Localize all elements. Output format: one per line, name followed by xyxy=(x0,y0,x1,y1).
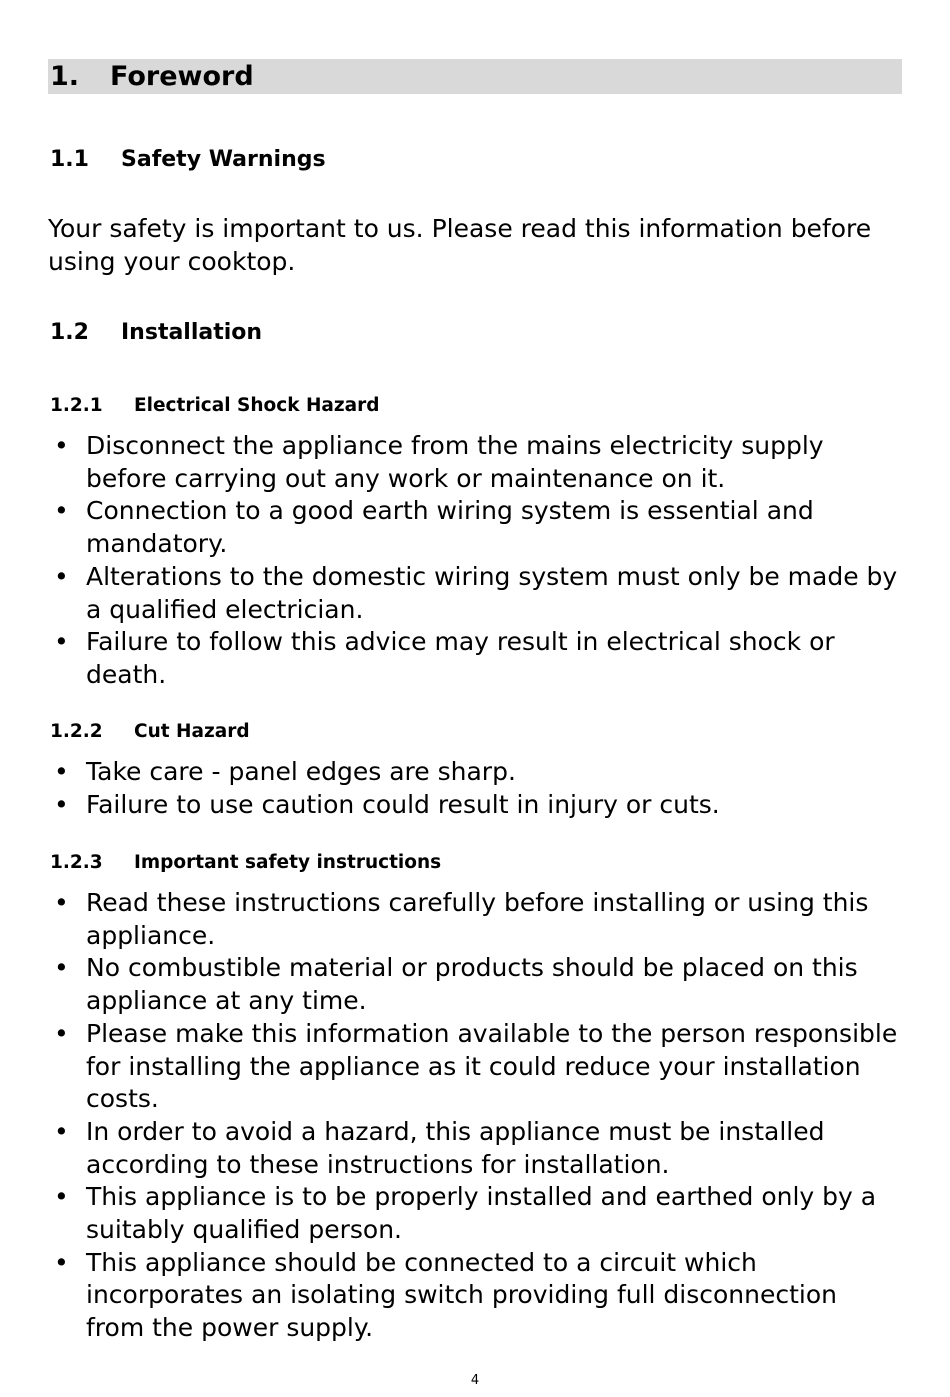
list-item xyxy=(48,887,902,952)
safety-instructions-list xyxy=(48,887,902,1345)
electrical-shock-list xyxy=(48,430,902,692)
bullet-icon: • xyxy=(54,431,69,460)
bullet-icon: • xyxy=(54,953,69,983)
list-item xyxy=(48,430,902,495)
bullet-icon: • xyxy=(54,1247,69,1277)
heading-number: 1.2.2 xyxy=(50,721,103,742)
heading-important-safety-instructions xyxy=(48,851,441,875)
bullet-icon: • xyxy=(54,888,69,917)
list-item-text: Take care - panel edges are sharp. xyxy=(86,757,516,786)
list-item xyxy=(48,756,902,789)
heading-installation xyxy=(48,319,262,347)
heading-title: Installation xyxy=(121,320,263,345)
heading-foreword xyxy=(48,59,902,94)
heading-number: 1. xyxy=(50,61,80,92)
heading-title: Safety Warnings xyxy=(121,147,326,172)
list-item-text: This appliance should be connected to a circuit which incorporates an isolating switch providing full disconnection from the power supply. xyxy=(86,1247,838,1343)
page-number: 4 xyxy=(470,1373,480,1388)
list-item xyxy=(48,952,902,1017)
heading-number: 1.2.3 xyxy=(50,852,103,873)
bullet-icon: • xyxy=(54,561,69,591)
heading-title: Foreword xyxy=(110,61,254,92)
heading-title: Electrical Shock Hazard xyxy=(134,395,380,416)
heading-cut-hazard xyxy=(48,720,250,744)
list-item xyxy=(48,789,902,822)
list-item-text: Failure to use caution could result in injury or cuts. xyxy=(86,789,720,819)
list-item-text: Alterations to the domestic wiring system must only be made by a qualified electrician. xyxy=(86,561,898,624)
heading-number: 1.2 xyxy=(50,320,89,345)
list-item xyxy=(48,1018,902,1116)
bullet-icon: • xyxy=(54,1116,69,1146)
bullet-icon: • xyxy=(54,757,69,786)
list-item xyxy=(48,495,902,560)
bullet-icon: • xyxy=(54,496,69,526)
list-item-text: In order to avoid a hazard, this appliance must be installed according to these instructions for installation. xyxy=(86,1116,825,1179)
list-item-text: This appliance is to be properly installed and earthed only by a suitably qualified person. xyxy=(86,1182,877,1245)
heading-electrical-shock-hazard xyxy=(48,394,380,418)
list-item-text: Disconnect the appliance from the mains electricity supply before carrying out any work or maintenance on it. xyxy=(86,431,824,493)
cut-hazard-list xyxy=(48,756,902,821)
list-item-text: Connection to a good earth wiring system is essential and mandatory. xyxy=(86,496,814,559)
list-item-text: No combustible material or products should be placed on this appliance at any time. xyxy=(86,953,858,1016)
safety-intro-text: Your safety is important to us. Please read this information before using your cooktop. xyxy=(48,214,872,276)
list-item xyxy=(48,561,902,626)
heading-number: 1.1 xyxy=(50,147,89,172)
list-item-text: Please make this information available to the person responsible for installing the appliance as it could reduce your installation costs. xyxy=(86,1018,898,1114)
bullet-icon: • xyxy=(54,789,69,819)
list-item-text: Read these instructions carefully before installing or using this appliance. xyxy=(86,888,869,950)
heading-number: 1.2.1 xyxy=(50,395,103,416)
bullet-icon: • xyxy=(54,1018,69,1048)
heading-title: Cut Hazard xyxy=(134,721,250,742)
list-item xyxy=(48,626,902,691)
list-item xyxy=(48,1247,902,1345)
bullet-icon: • xyxy=(54,627,69,657)
list-item-text: Failure to follow this advice may result in electrical shock or death. xyxy=(86,627,835,689)
list-item xyxy=(48,1116,902,1181)
list-item xyxy=(48,1181,902,1246)
bullet-icon: • xyxy=(54,1182,69,1212)
heading-safety-warnings xyxy=(48,146,326,174)
heading-title: Important safety instructions xyxy=(134,852,442,873)
